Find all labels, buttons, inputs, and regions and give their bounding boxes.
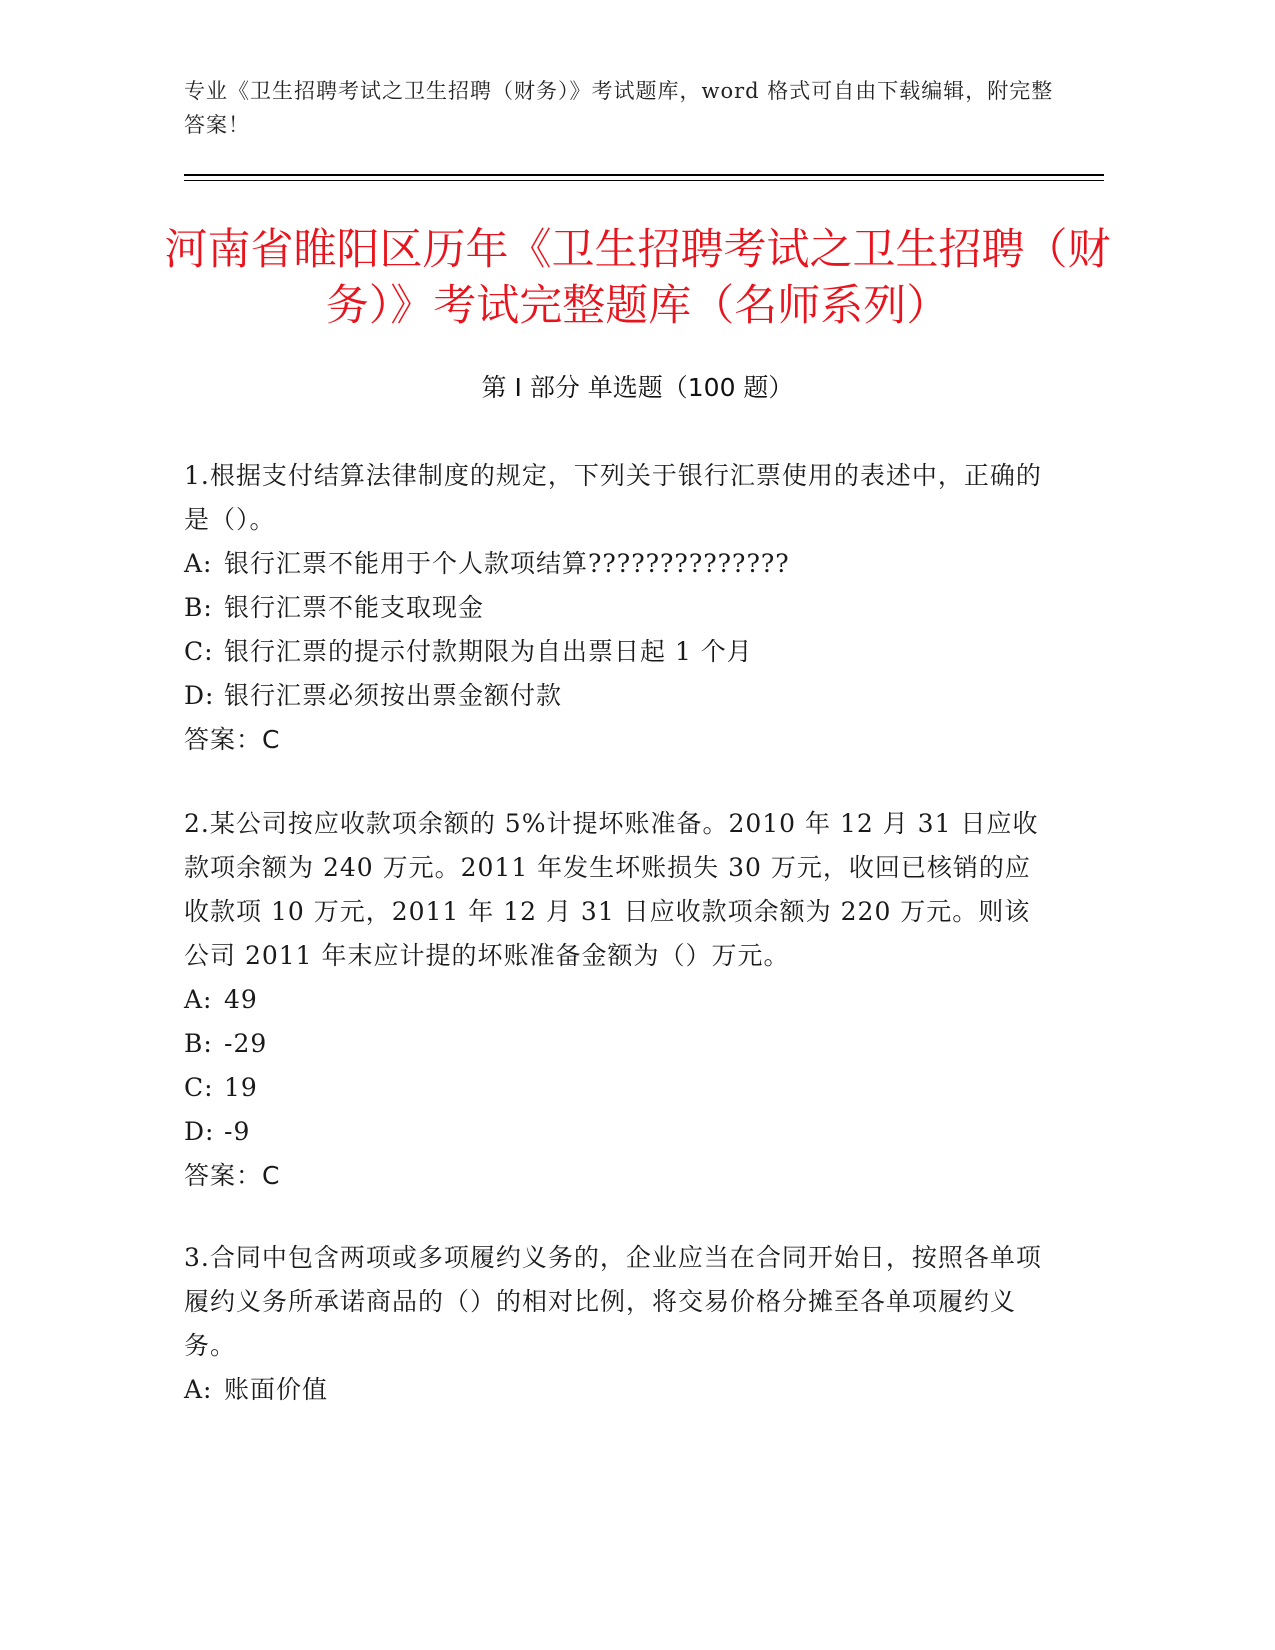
option-letter: D: <box>184 681 215 710</box>
option-letter: A: <box>184 549 213 578</box>
option-c <box>184 630 1044 674</box>
option-letter: B: <box>184 1029 213 1058</box>
answer: 答案：C <box>184 725 281 754</box>
option-letter: D: <box>184 1117 215 1146</box>
section-heading: 第 I 部分 单选题（100 题） <box>481 373 794 402</box>
option-letter: B: <box>184 593 213 622</box>
question-1 <box>184 454 1044 762</box>
option-text: 银行汇票不能支取现金 <box>224 593 485 622</box>
question-stem: 1.根据支付结算法律制度的规定，下列关于银行汇票使用的表述中，正确的是（）。 <box>184 461 1042 534</box>
question-3 <box>184 1236 1044 1412</box>
option-d <box>184 1110 1044 1154</box>
option-letter: C: <box>184 637 214 666</box>
option-b <box>184 586 1044 630</box>
option-text: -9 <box>224 1117 251 1146</box>
header-note: 专业《卫生招聘考试之卫生招聘（财务）》考试题库，word 格式可自由下载编辑，附完整答案！ <box>184 79 1054 137</box>
option-text: 19 <box>224 1073 258 1102</box>
question-stem: 3.合同中包含两项或多项履约义务的，企业应当在合同开始日，按照各单项履约义务所承诺商品的（）的相对比例，将交易价格分摊至各单项履约义务。 <box>184 1243 1042 1360</box>
option-letter: A: <box>184 1375 213 1404</box>
question-2 <box>184 802 1044 1198</box>
option-a <box>184 1368 1044 1412</box>
option-c <box>184 1066 1044 1110</box>
answer: 答案：C <box>184 1161 281 1190</box>
option-text: -29 <box>224 1029 268 1058</box>
option-b <box>184 1022 1044 1066</box>
question-stem: 2.某公司按应收款项余额的 5%计提坏账准备。2010 年 12 月 31 日应收款项余额为 240 万元。2011 年发生坏账损失 30 万元，收回已核销的应收款项 10 万元，2011 年 12 月 31 日应收款项余额为 220 万元。则该公司 2011 年末应计提的坏账准备金额为（）万元。 <box>184 809 1039 970</box>
option-a <box>184 978 1044 1022</box>
document-title: 河南省睢阳区历年《卫生招聘考试之卫生招聘（财务）》考试完整题库（名师系列） <box>164 225 1111 331</box>
option-letter: A: <box>184 985 213 1014</box>
option-text: 49 <box>224 985 258 1014</box>
option-text: 账面价值 <box>224 1375 329 1404</box>
option-text: 银行汇票必须按出票金额付款 <box>224 681 563 710</box>
option-text: 银行汇票的提示付款期限为自出票日起 1 个月 <box>224 637 753 666</box>
option-text: 银行汇票不能用于个人款项结算?????????????? <box>224 549 790 578</box>
option-a <box>184 542 1044 586</box>
header-divider-thick <box>184 174 1104 176</box>
header-divider-thin <box>184 180 1104 181</box>
option-d <box>184 674 1044 718</box>
option-letter: C: <box>184 1073 214 1102</box>
